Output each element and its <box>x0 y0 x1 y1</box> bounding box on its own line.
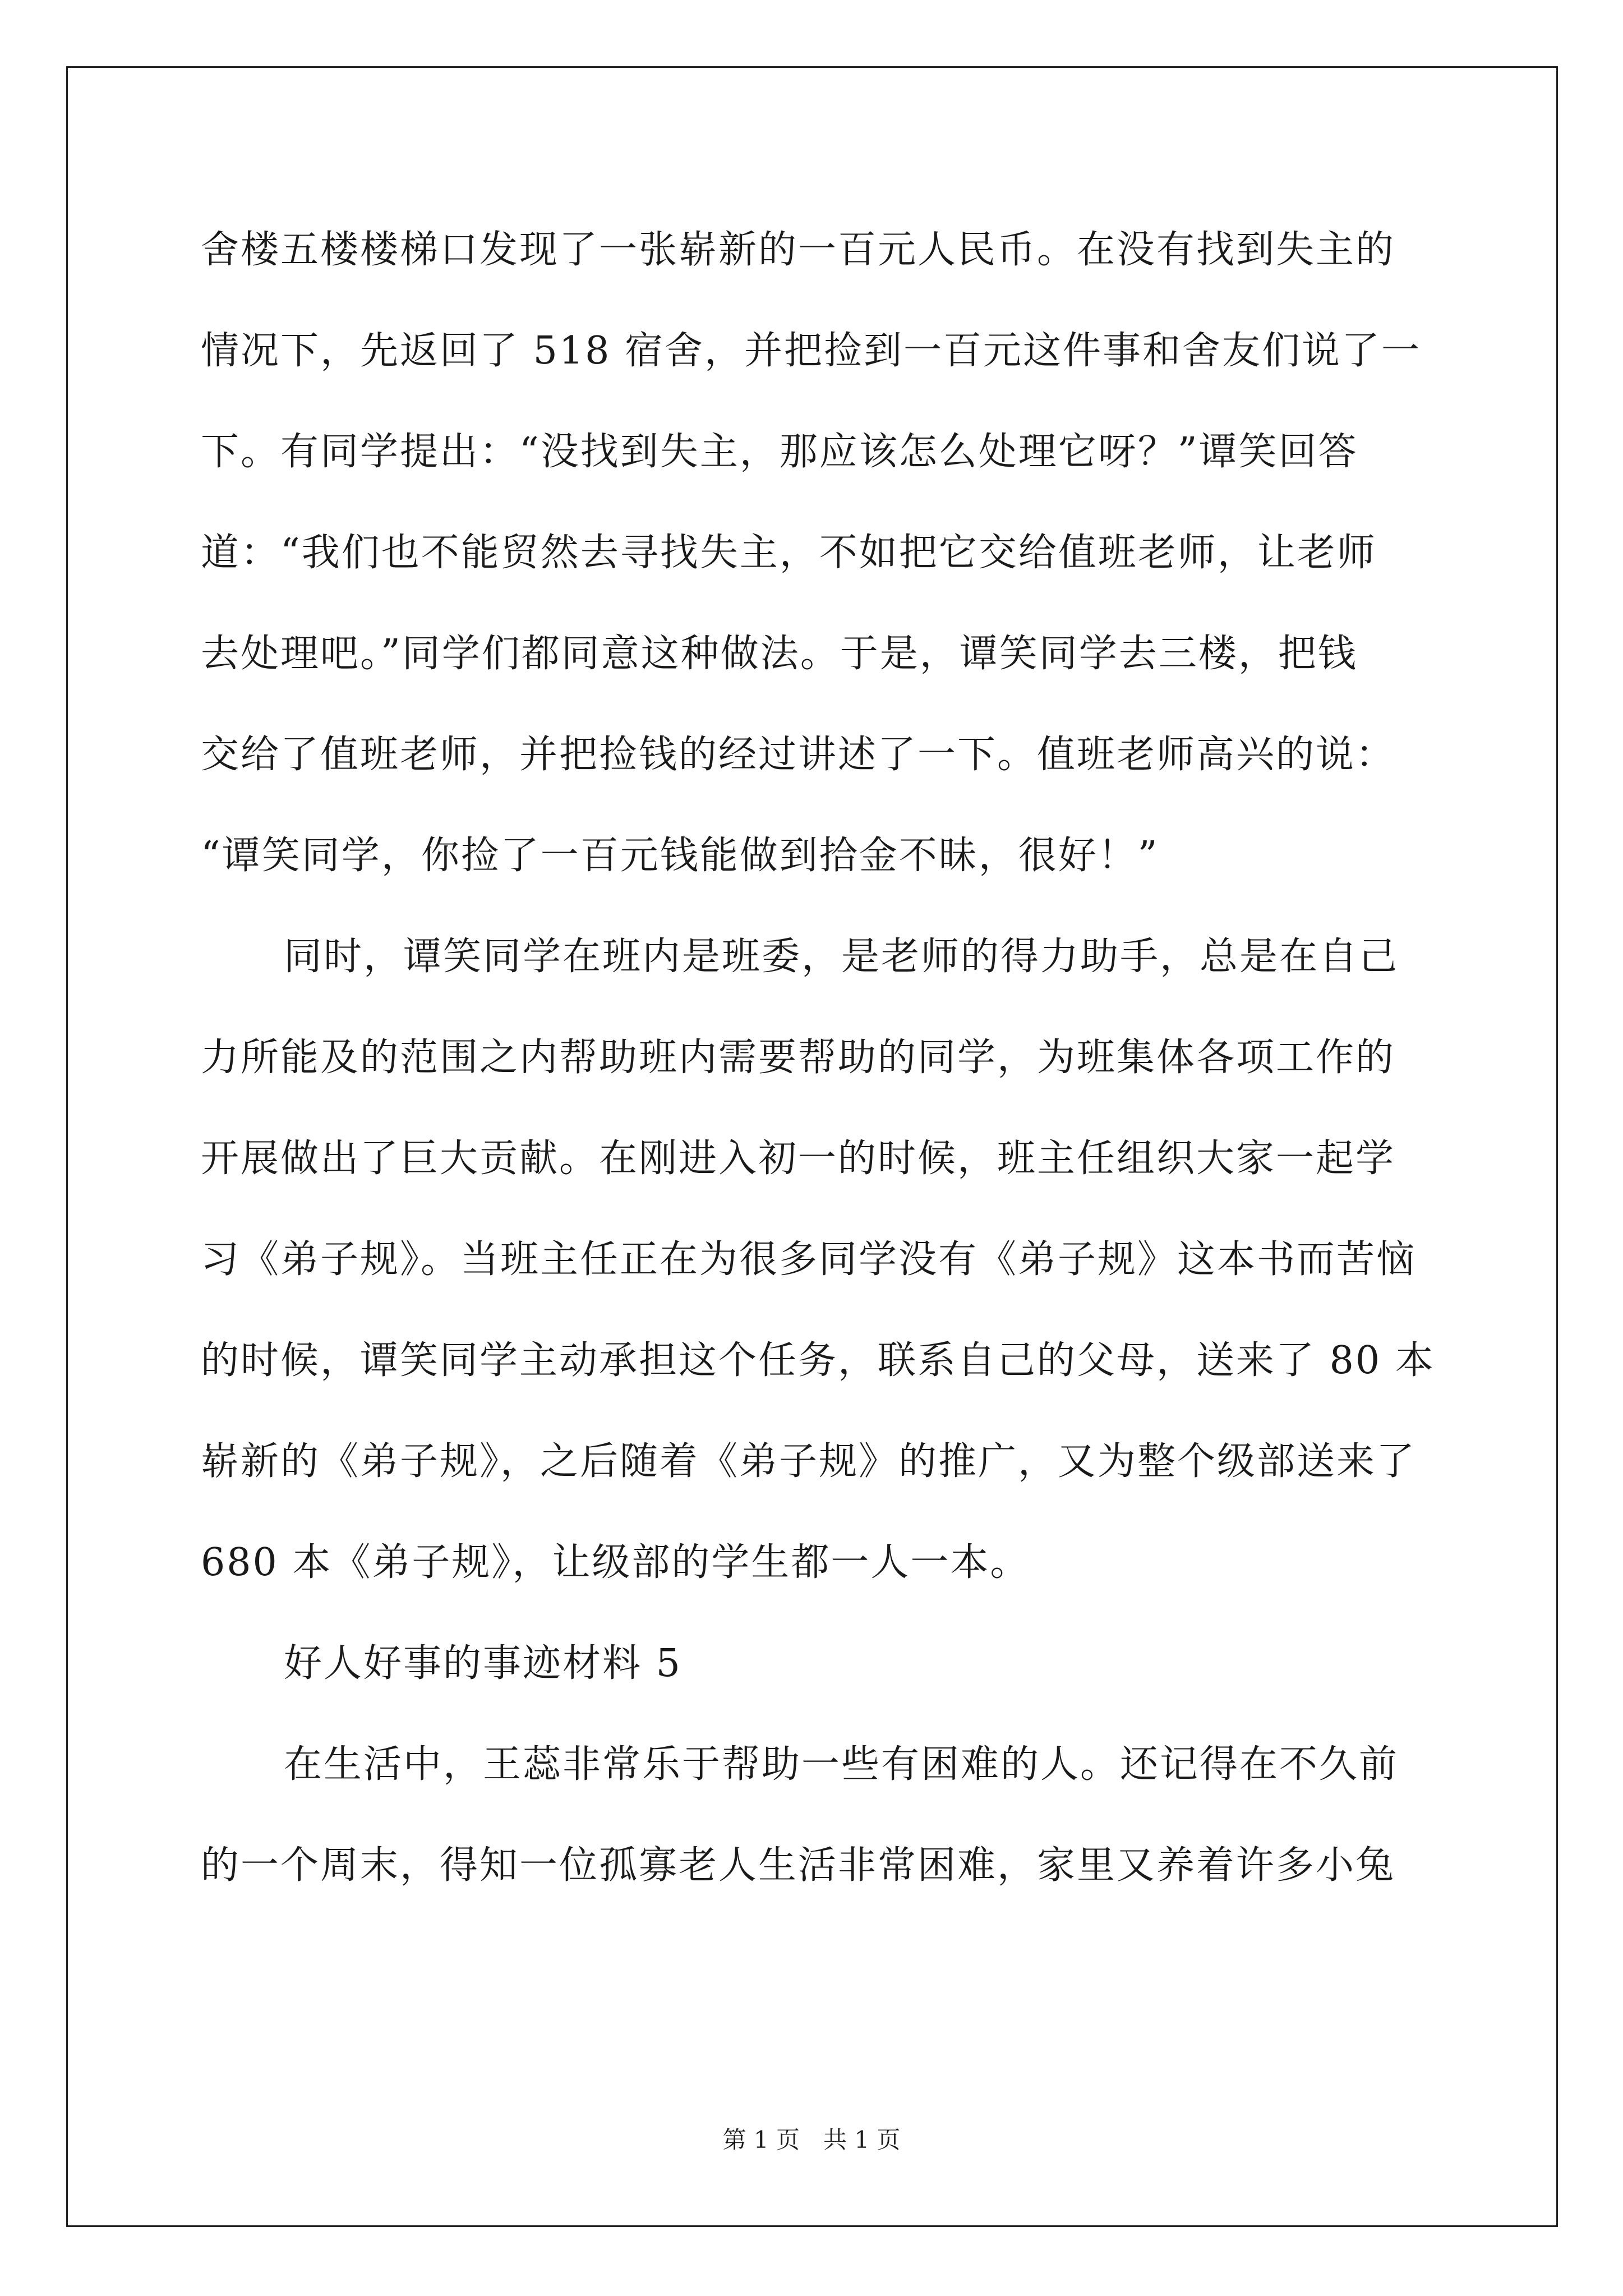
text-line: 道：“我们也不能贸然去寻找失主，不如把它交给值班老师，让老师 <box>201 531 1377 575</box>
text-line: 习《弟子规》。当班主任正在为很多同学没有《弟子规》这本书而苦恼 <box>201 1237 1417 1282</box>
text-line: 的时候，谭笑同学主动承担这个任务，联系自己的父母，送来了 80 本 <box>201 1338 1435 1383</box>
paragraph-start-line: 同时，谭笑同学在班内是班委，是老师的得力助手，总是在自己 <box>284 935 1399 979</box>
page-number-footer: 第 1 页 共 1 页 <box>722 2126 901 2154</box>
text-line: 680 本《弟子规》，让级部的学生都一人一本。 <box>201 1540 1030 1585</box>
text-line: 下。有同学提出：“没找到失主，那应该怎么处理它呀？”谭笑回答 <box>201 430 1358 474</box>
section-heading: 好人好事的事迹材料 5 <box>284 1641 682 1686</box>
text-line: 开展做出了巨大贡献。在刚进入初一的时候，班主任组织大家一起学 <box>201 1137 1396 1181</box>
text-line: 情况下，先返回了 518 宿舍，并把捡到一百元这件事和舍友们说了一 <box>201 329 1422 373</box>
text-line: “谭笑同学，你捡了一百元钱能做到拾金不昧，很好！” <box>201 834 1159 878</box>
text-line: 舍楼五楼楼梯口发现了一张崭新的一百元人民币。在没有找到失主的 <box>201 228 1396 272</box>
document-body <box>201 222 1435 1939</box>
text-line: 的一个周末，得知一位孤寡老人生活非常困难，家里又养着许多小兔 <box>201 1843 1396 1888</box>
paragraph-start-line: 在生活中，王蕊非常乐于帮助一些有困难的人。还记得在不久前 <box>284 1742 1399 1787</box>
text-line: 交给了值班老师，并把捡钱的经过讲述了一下。值班老师高兴的说： <box>201 733 1396 777</box>
text-line: 崭新的《弟子规》，之后随着《弟子规》的推广，又为整个级部送来了 <box>201 1439 1417 1484</box>
text-line: 力所能及的范围之内帮助班内需要帮助的同学，为班集体各项工作的 <box>201 1036 1396 1080</box>
text-line: 去处理吧。”同学们都同意这种做法。于是，谭笑同学去三楼，把钱 <box>201 632 1358 676</box>
